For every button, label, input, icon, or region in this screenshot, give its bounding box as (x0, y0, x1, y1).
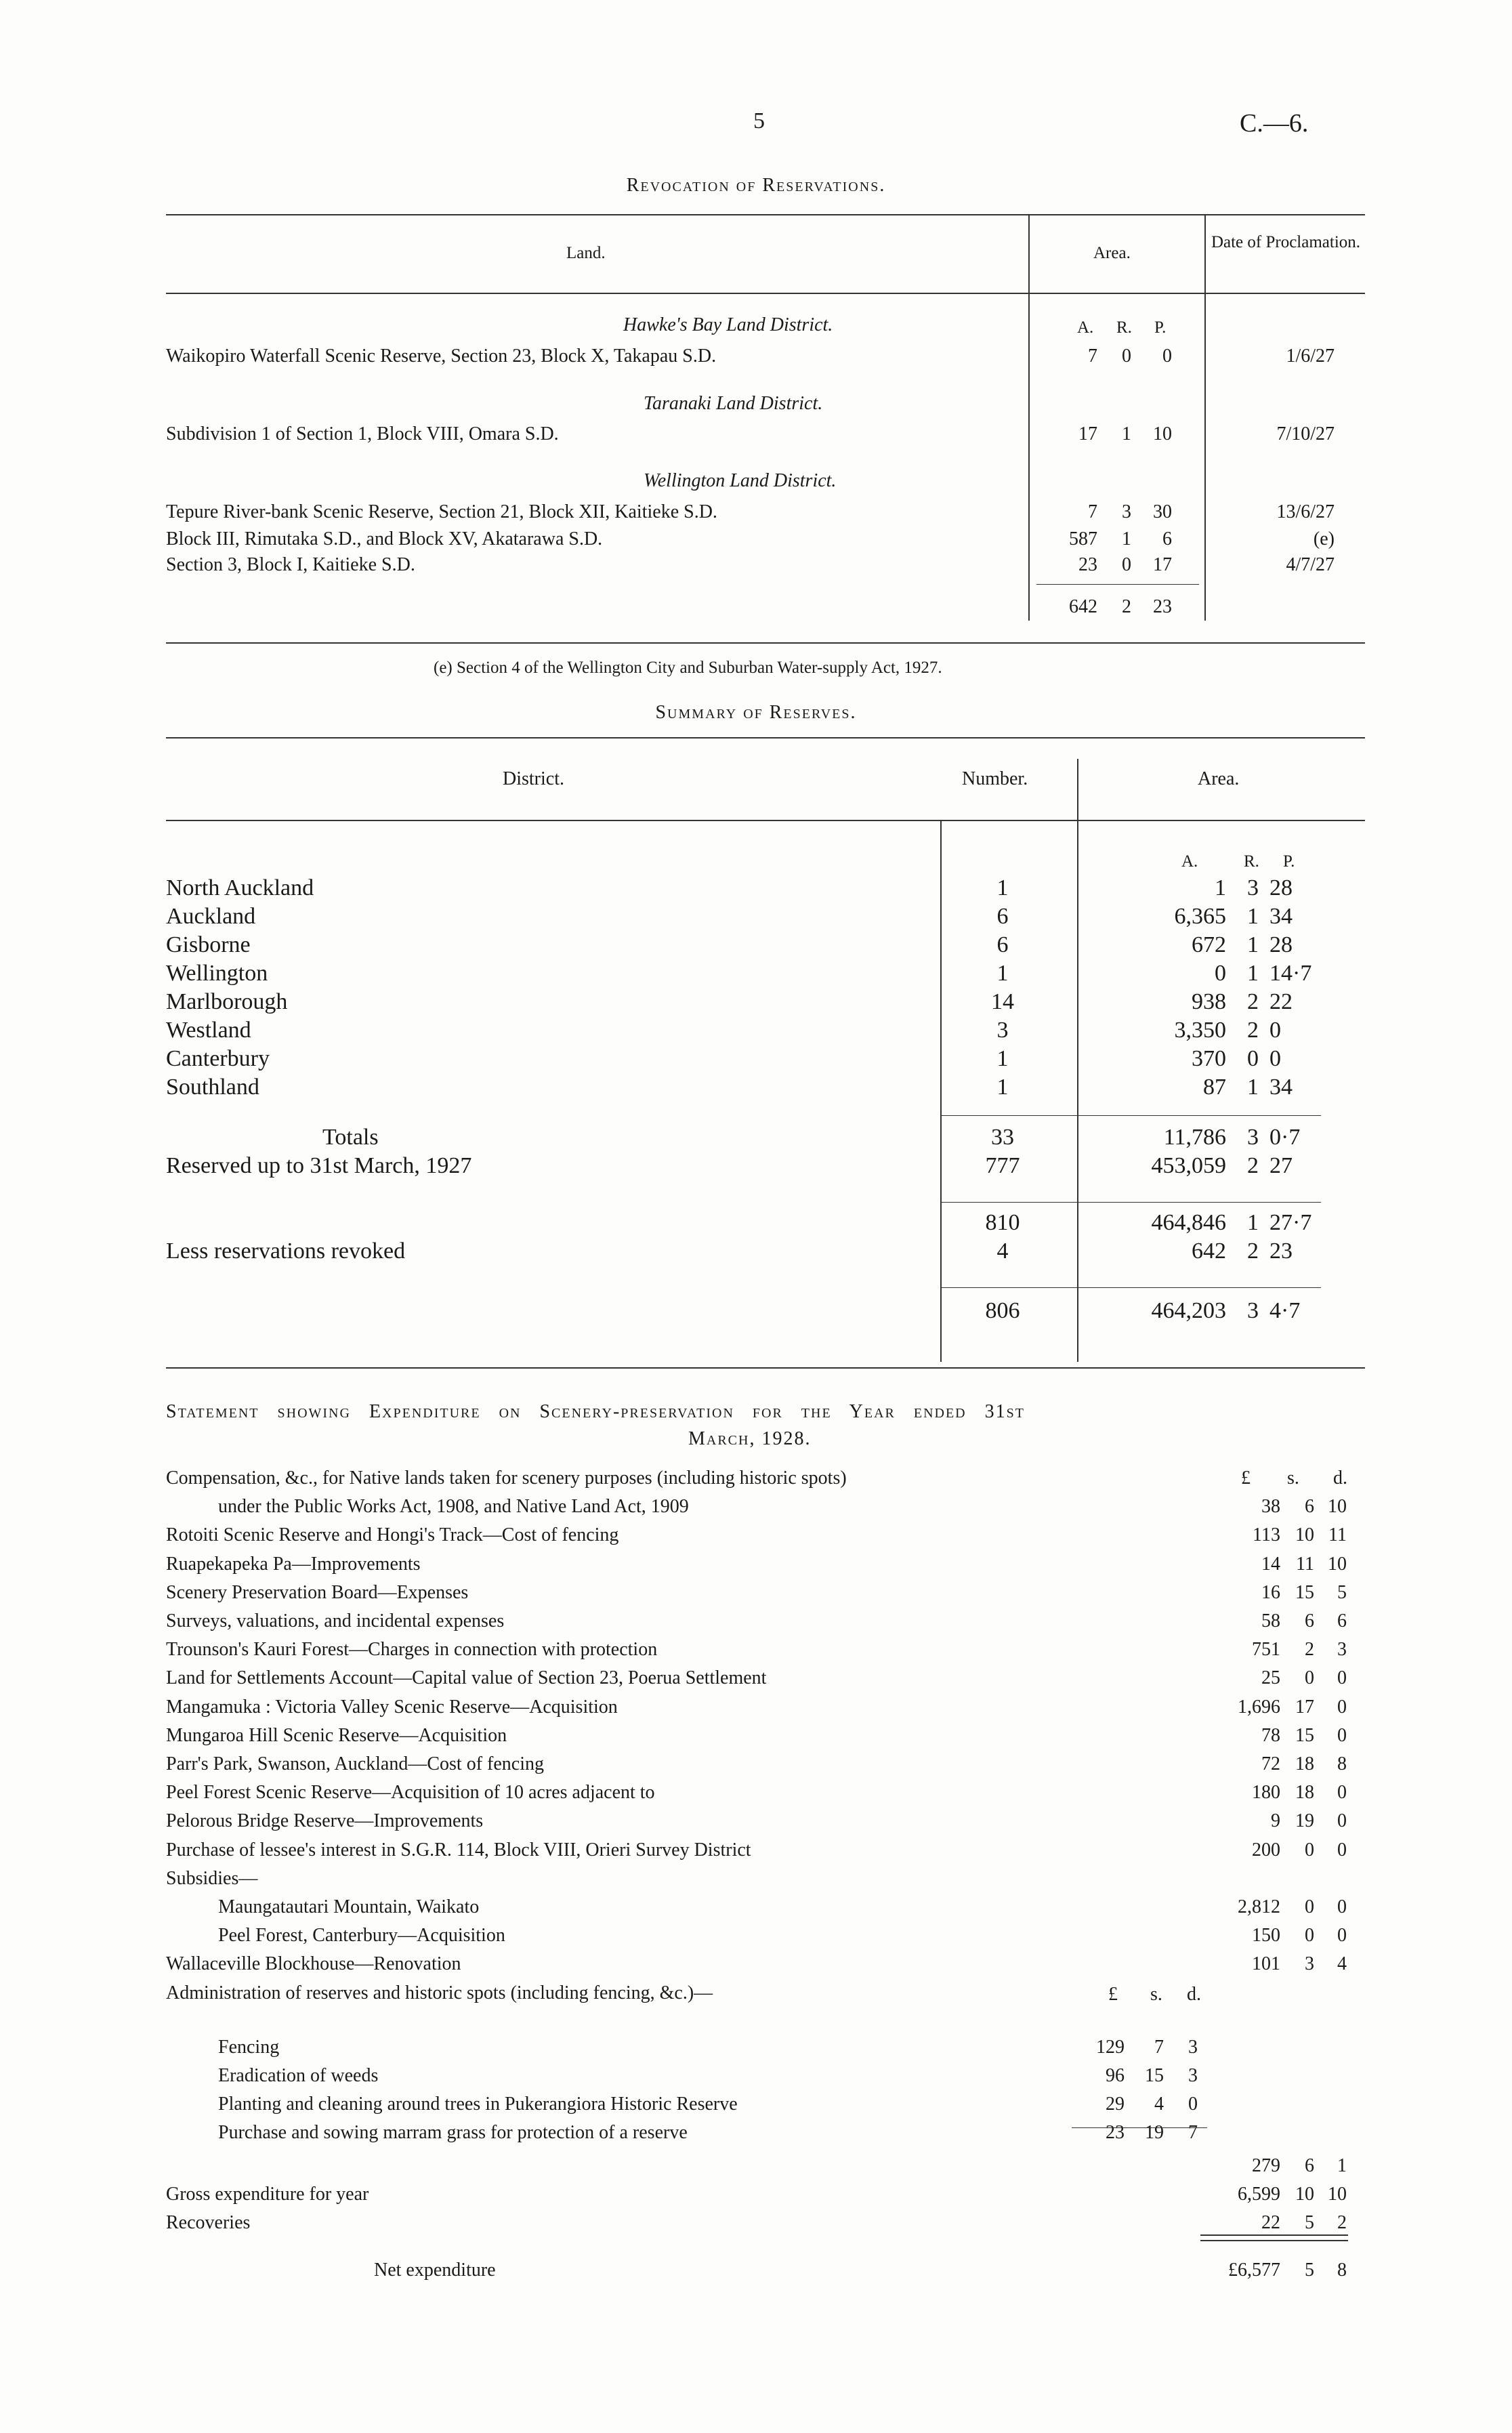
summary-number: 14 (991, 989, 1014, 1014)
net-expenditure-label: Net expenditure (374, 2260, 496, 2281)
expenditure-pence: 8 (1337, 1753, 1347, 1774)
summary-net-roods: 3 (1247, 1298, 1259, 1323)
admin-item: Purchase and sowing marram grass for protection of a reserve (218, 2122, 688, 2143)
summary-district: Auckland (166, 904, 256, 929)
summary-subtotal-number: 810 (985, 1210, 1020, 1235)
expenditure-shillings: 6 (1305, 1610, 1314, 1631)
admin-shillings: 19 (1145, 2122, 1164, 2143)
gross-expenditure-shillings: 10 (1295, 2184, 1314, 2205)
summary-roods: 3 (1247, 875, 1259, 900)
revocation-col-divider-2 (1204, 214, 1206, 621)
revocation-date: (e) (1313, 528, 1335, 549)
summary-roods: 1 (1247, 932, 1259, 957)
expenditure-pounds: 150 (1252, 1925, 1280, 1946)
revocation-date: 13/6/27 (1276, 501, 1335, 522)
revocation-perches: 0 (1162, 346, 1172, 367)
summary-perches: 34 (1269, 1075, 1293, 1100)
summary-number: 1 (996, 1075, 1009, 1100)
expenditure-item: Land for Settlements Account—Capital value of Section 23, Poerua Settlement (166, 1667, 767, 1688)
summary-net-number: 806 (985, 1298, 1020, 1323)
expenditure-item: Purchase of lessee's interest in S.G.R. 114, Block VIII, Orieri Survey District (166, 1839, 751, 1860)
admin-pence: 3 (1188, 2037, 1198, 2058)
summary-col-divider-1 (940, 820, 942, 1362)
admin-total-pounds: 279 (1252, 2155, 1280, 2176)
revocation-roods: 1 (1122, 528, 1131, 549)
summary-revoked-roods: 2 (1247, 1239, 1259, 1264)
admin-subtotal-rule (1072, 2127, 1207, 2128)
admin-shillings: 15 (1145, 2065, 1164, 2086)
revocation-land: Waikopiro Waterfall Scenic Reserve, Section 23, Block X, Takapau S.D. (166, 346, 717, 367)
admin-lsd-shillings: s. (1150, 1984, 1162, 2005)
admin-pounds: 129 (1096, 2037, 1125, 2058)
admin-lsd-pounds: £ (1108, 1984, 1118, 2005)
expenditure-shillings: 15 (1295, 1582, 1314, 1603)
revocation-perches: 30 (1153, 501, 1172, 522)
expenditure-pounds: 200 (1252, 1839, 1280, 1860)
expenditure-shillings: 3 (1305, 1953, 1314, 1974)
summary-district: Marlborough (166, 989, 288, 1014)
expenditure-pence: 10 (1328, 1496, 1347, 1517)
expenditure-pence: 0 (1337, 1896, 1347, 1917)
summary-header-rule (166, 820, 1365, 821)
expenditure-pounds: 58 (1261, 1610, 1280, 1631)
expenditure-pounds: 2,812 (1238, 1896, 1280, 1917)
summary-perches: 14·7 (1269, 961, 1312, 986)
summary-acres: 370 (1192, 1046, 1226, 1071)
expenditure-pence: 0 (1337, 1725, 1347, 1746)
summary-subtotal-roods: 1 (1247, 1210, 1259, 1235)
expenditure-item: Compensation, &c., for Native lands taken for scenery purposes (including historic spots) (166, 1468, 847, 1489)
revocation-unit-acres: A. (1077, 318, 1094, 337)
revocation-col-area: Area. (1093, 244, 1131, 262)
summary-district: Southland (166, 1075, 259, 1100)
expenditure-shillings: 6 (1305, 1496, 1314, 1517)
expenditure-pounds: 9 (1271, 1810, 1280, 1831)
revocation-title: Revocation of Reservations. (626, 175, 886, 196)
expenditure-pence: 0 (1337, 1697, 1347, 1718)
summary-reserved-roods: 2 (1247, 1153, 1259, 1178)
summary-roods: 1 (1247, 904, 1259, 929)
summary-roods: 2 (1247, 1018, 1259, 1043)
expenditure-pence: 0 (1337, 1925, 1347, 1946)
expenditure-item: Mangamuka : Victoria Valley Scenic Reserve—Acquisition (166, 1697, 618, 1718)
expenditure-item: Ruapekapeka Pa—Improvements (166, 1554, 421, 1575)
revocation-col-land: Land. (566, 244, 606, 262)
admin-item: Planting and cleaning around trees in Pukerangiora Historic Reserve (218, 2094, 738, 2115)
expenditure-item: Mungaroa Hill Scenic Reserve—Acquisition (166, 1725, 507, 1746)
summary-roods: 0 (1247, 1046, 1259, 1071)
summary-reserved-acres: 453,059 (1151, 1153, 1226, 1178)
expenditure-shillings: 0 (1305, 1925, 1314, 1946)
summary-acres: 672 (1192, 932, 1226, 957)
summary-perches: 28 (1269, 932, 1293, 957)
revocation-top-rule (166, 214, 1365, 215)
summary-col-number: Number. (962, 768, 1028, 789)
revocation-date: 4/7/27 (1286, 554, 1335, 575)
admin-shillings: 4 (1154, 2094, 1164, 2115)
revocation-perches: 17 (1153, 554, 1172, 575)
admin-pence: 7 (1188, 2122, 1198, 2143)
expenditure-pounds: 14 (1261, 1554, 1280, 1575)
summary-perches: 0 (1269, 1046, 1281, 1071)
revocation-total-rule (1036, 584, 1199, 585)
expenditure-item: Peel Forest, Canterbury—Acquisition (218, 1925, 505, 1946)
admin-total-shillings: 6 (1305, 2155, 1314, 2176)
summary-acres: 3,350 (1174, 1018, 1226, 1043)
summary-col-area: Area. (1198, 768, 1240, 789)
expenditure-item: Trounson's Kauri Forest—Charges in connection with protection (166, 1639, 658, 1660)
expenditure-item: Subsidies— (166, 1868, 258, 1889)
recoveries-shillings: 5 (1305, 2212, 1314, 2233)
summary-number: 3 (996, 1018, 1009, 1043)
summary-revoked-perches: 23 (1269, 1239, 1293, 1264)
net-double-rule-1 (1200, 2234, 1348, 2236)
summary-reserved-label: Reserved up to 31st March, 1927 (166, 1153, 472, 1178)
expenditure-item: Peel Forest Scenic Reserve—Acquisition of 10 acres adjacent to (166, 1782, 655, 1803)
summary-bottom-rule (166, 1367, 1365, 1369)
revocation-col-date: Date of Proclamation. (1211, 233, 1361, 251)
summary-number: 1 (996, 1046, 1009, 1071)
gross-expenditure-label: Gross expenditure for year (166, 2184, 369, 2205)
admin-heading: Administration of reserves and historic spots (including fencing, &c.)— (166, 1982, 713, 2003)
summary-roods: 2 (1247, 989, 1259, 1014)
expenditure-pence: 0 (1337, 1667, 1347, 1688)
revocation-acres: 587 (1069, 528, 1097, 549)
summary-unit-roods: R. (1244, 852, 1259, 871)
summary-roods: 1 (1247, 961, 1259, 986)
expenditure-pounds: 751 (1252, 1639, 1280, 1660)
summary-district: Canterbury (166, 1046, 270, 1071)
summary-revoked-number: 4 (996, 1239, 1009, 1264)
lsd-pounds-header: £ (1241, 1468, 1251, 1489)
summary-roods: 1 (1247, 1075, 1259, 1100)
expenditure-pounds: 180 (1252, 1782, 1280, 1803)
expenditure-shillings: 0 (1305, 1896, 1314, 1917)
admin-item: Eradication of weeds (218, 2065, 379, 2086)
summary-top-rule (166, 737, 1365, 739)
expenditure-shillings: 2 (1305, 1639, 1314, 1660)
expenditure-shillings: 19 (1295, 1810, 1314, 1831)
expenditure-pounds: 38 (1261, 1496, 1280, 1517)
revocation-land: Section 3, Block I, Kaitieke S.D. (166, 554, 415, 575)
expenditure-pence: 0 (1337, 1810, 1347, 1831)
expenditure-pence: 0 (1337, 1782, 1347, 1803)
revocation-acres: 7 (1088, 501, 1097, 522)
admin-pounds: 96 (1106, 2065, 1125, 2086)
summary-acres: 938 (1192, 989, 1226, 1014)
expenditure-item: Rotoiti Scenic Reserve and Hongi's Track—Cost of fencing (166, 1524, 619, 1545)
revocation-unit-roods: R. (1116, 318, 1132, 337)
revocation-perches: 6 (1162, 528, 1172, 549)
summary-title: Summary of Reserves. (655, 702, 857, 723)
expenditure-pounds: 113 (1253, 1524, 1280, 1545)
admin-pounds: 23 (1106, 2122, 1125, 2143)
summary-unit-perches: P. (1283, 852, 1295, 871)
summary-acres: 1 (1215, 875, 1226, 900)
summary-acres: 0 (1215, 961, 1226, 986)
revocation-roods: 1 (1122, 423, 1131, 444)
summary-reserved-perches: 27 (1269, 1153, 1293, 1178)
expenditure-shillings: 11 (1296, 1554, 1314, 1575)
expenditure-item: Wallaceville Blockhouse—Renovation (166, 1953, 461, 1974)
revocation-col-divider-1 (1028, 214, 1030, 621)
summary-reserved-number: 777 (985, 1153, 1020, 1178)
summary-totals-number: 33 (991, 1125, 1014, 1150)
revocation-header-rule (166, 293, 1365, 294)
lsd-pence-header: d. (1333, 1468, 1347, 1489)
gross-expenditure-pence: 10 (1328, 2184, 1347, 2205)
district-heading: Wellington Land District. (644, 470, 837, 491)
summary-totals-roods: 3 (1247, 1125, 1259, 1150)
admin-pence: 0 (1188, 2094, 1198, 2115)
expenditure-shillings: 18 (1295, 1753, 1314, 1774)
expenditure-shillings: 0 (1305, 1667, 1314, 1688)
expenditure-item: Maungatautari Mountain, Waikato (218, 1896, 480, 1917)
expenditure-shillings: 15 (1295, 1725, 1314, 1746)
expenditure-pounds: 1,696 (1238, 1697, 1280, 1718)
revocation-date: 1/6/27 (1286, 346, 1335, 367)
summary-district: North Auckland (166, 875, 314, 900)
recoveries-label: Recoveries (166, 2212, 251, 2233)
gross-expenditure-pounds: 6,599 (1238, 2184, 1280, 2205)
revocation-unit-perches: P. (1154, 318, 1167, 337)
summary-perches: 34 (1269, 904, 1293, 929)
lsd-shillings-header: s. (1287, 1468, 1299, 1489)
revocation-roods: 3 (1122, 501, 1131, 522)
revocation-acres: 7 (1088, 346, 1097, 367)
summary-revoked-label: Less reservations revoked (166, 1239, 406, 1264)
expenditure-item: Scenery Preservation Board—Expenses (166, 1582, 469, 1603)
expenditure-pence: 11 (1328, 1524, 1347, 1545)
expenditure-pence: 6 (1337, 1610, 1347, 1631)
summary-net-rule (942, 1287, 1321, 1288)
net-double-rule-2 (1200, 2240, 1348, 2241)
revocation-land: Subdivision 1 of Section 1, Block VIII, Omara S.D. (166, 423, 559, 444)
summary-totals-label: Totals (322, 1125, 379, 1150)
revocation-roods: 0 (1122, 554, 1131, 575)
net-expenditure-pence: 8 (1337, 2260, 1347, 2281)
admin-pounds: 29 (1106, 2094, 1125, 2115)
summary-net-acres: 464,203 (1151, 1298, 1226, 1323)
expenditure-title-line2: March, 1928. (688, 1428, 812, 1449)
summary-totals-rule (942, 1115, 1321, 1116)
summary-district: Wellington (166, 961, 268, 986)
summary-subtotal-acres: 464,846 (1151, 1210, 1226, 1235)
admin-shillings: 7 (1154, 2037, 1164, 2058)
expenditure-title: Statement showing Expenditure on Scenery-preservation for the Year ended 31st (166, 1401, 1025, 1422)
net-expenditure-pounds: £6,577 (1228, 2260, 1280, 2281)
recoveries-pounds: 22 (1261, 2212, 1280, 2233)
revocation-total-roods: 2 (1122, 596, 1131, 617)
expenditure-pounds: 78 (1261, 1725, 1280, 1746)
summary-unit-acres: A. (1181, 852, 1198, 871)
revocation-acres: 17 (1078, 423, 1097, 444)
summary-revoked-acres: 642 (1192, 1239, 1226, 1264)
summary-district: Gisborne (166, 932, 251, 957)
revocation-total-acres: 642 (1069, 596, 1097, 617)
expenditure-shillings: 17 (1295, 1697, 1314, 1718)
net-expenditure-shillings: 5 (1305, 2260, 1314, 2281)
expenditure-pounds: 101 (1252, 1953, 1280, 1974)
admin-pence: 3 (1188, 2065, 1198, 2086)
expenditure-pence: 0 (1337, 1839, 1347, 1860)
revocation-total-perches: 23 (1153, 596, 1172, 617)
page-number: 5 (753, 108, 765, 133)
summary-number: 6 (996, 904, 1009, 929)
revocation-roods: 0 (1122, 346, 1131, 367)
document-code: C.—6. (1240, 109, 1309, 138)
expenditure-item: Pelorous Bridge Reserve—Improvements (166, 1810, 484, 1831)
expenditure-pounds: 25 (1261, 1667, 1280, 1688)
revocation-date: 7/10/27 (1276, 423, 1335, 444)
expenditure-pence: 4 (1337, 1953, 1347, 1974)
recoveries-pence: 2 (1337, 2212, 1347, 2233)
district-heading: Taranaki Land District. (644, 393, 823, 414)
revocation-acres: 23 (1078, 554, 1097, 575)
expenditure-item: Surveys, valuations, and incidental expenses (166, 1610, 505, 1631)
summary-col-district: District. (503, 768, 564, 789)
summary-perches: 0 (1269, 1018, 1281, 1043)
summary-subtotal-perches: 27·7 (1269, 1210, 1312, 1235)
revocation-perches: 10 (1153, 423, 1172, 444)
admin-lsd-pence: d. (1187, 1984, 1201, 2005)
district-heading: Hawke's Bay Land District. (623, 314, 833, 335)
revocation-footnote: (e) Section 4 of the Wellington City and Suburban Water-supply Act, 1927. (434, 659, 942, 677)
expenditure-pounds: 72 (1261, 1753, 1280, 1774)
summary-acres: 6,365 (1174, 904, 1226, 929)
summary-number: 1 (996, 875, 1009, 900)
expenditure-item: under the Public Works Act, 1908, and Native Land Act, 1909 (218, 1496, 689, 1517)
summary-acres: 87 (1203, 1075, 1226, 1100)
expenditure-shillings: 18 (1295, 1782, 1314, 1803)
expenditure-item: Parr's Park, Swanson, Auckland—Cost of fencing (166, 1753, 544, 1774)
revocation-land: Tepure River-bank Scenic Reserve, Section 21, Block XII, Kaitieke S.D. (166, 501, 717, 522)
admin-item: Fencing (218, 2037, 280, 2058)
summary-district: Westland (166, 1018, 251, 1043)
summary-subtotal-rule (942, 1202, 1321, 1203)
expenditure-shillings: 0 (1305, 1839, 1314, 1860)
expenditure-pence: 3 (1337, 1639, 1347, 1660)
revocation-bottom-rule (166, 642, 1365, 644)
summary-perches: 28 (1269, 875, 1293, 900)
summary-perches: 22 (1269, 989, 1293, 1014)
summary-number: 1 (996, 961, 1009, 986)
expenditure-pence: 10 (1328, 1554, 1347, 1575)
expenditure-pence: 5 (1337, 1582, 1347, 1603)
summary-totals-perches: 0·7 (1269, 1125, 1301, 1150)
summary-net-perches: 4·7 (1269, 1298, 1301, 1323)
summary-number: 6 (996, 932, 1009, 957)
expenditure-pounds: 16 (1261, 1582, 1280, 1603)
revocation-land: Block III, Rimutaka S.D., and Block XV, Akatarawa S.D. (166, 528, 603, 549)
summary-totals-acres: 11,786 (1163, 1125, 1226, 1150)
summary-col-divider-2 (1077, 759, 1078, 1362)
admin-total-pence: 1 (1337, 2155, 1347, 2176)
expenditure-shillings: 10 (1295, 1524, 1314, 1545)
